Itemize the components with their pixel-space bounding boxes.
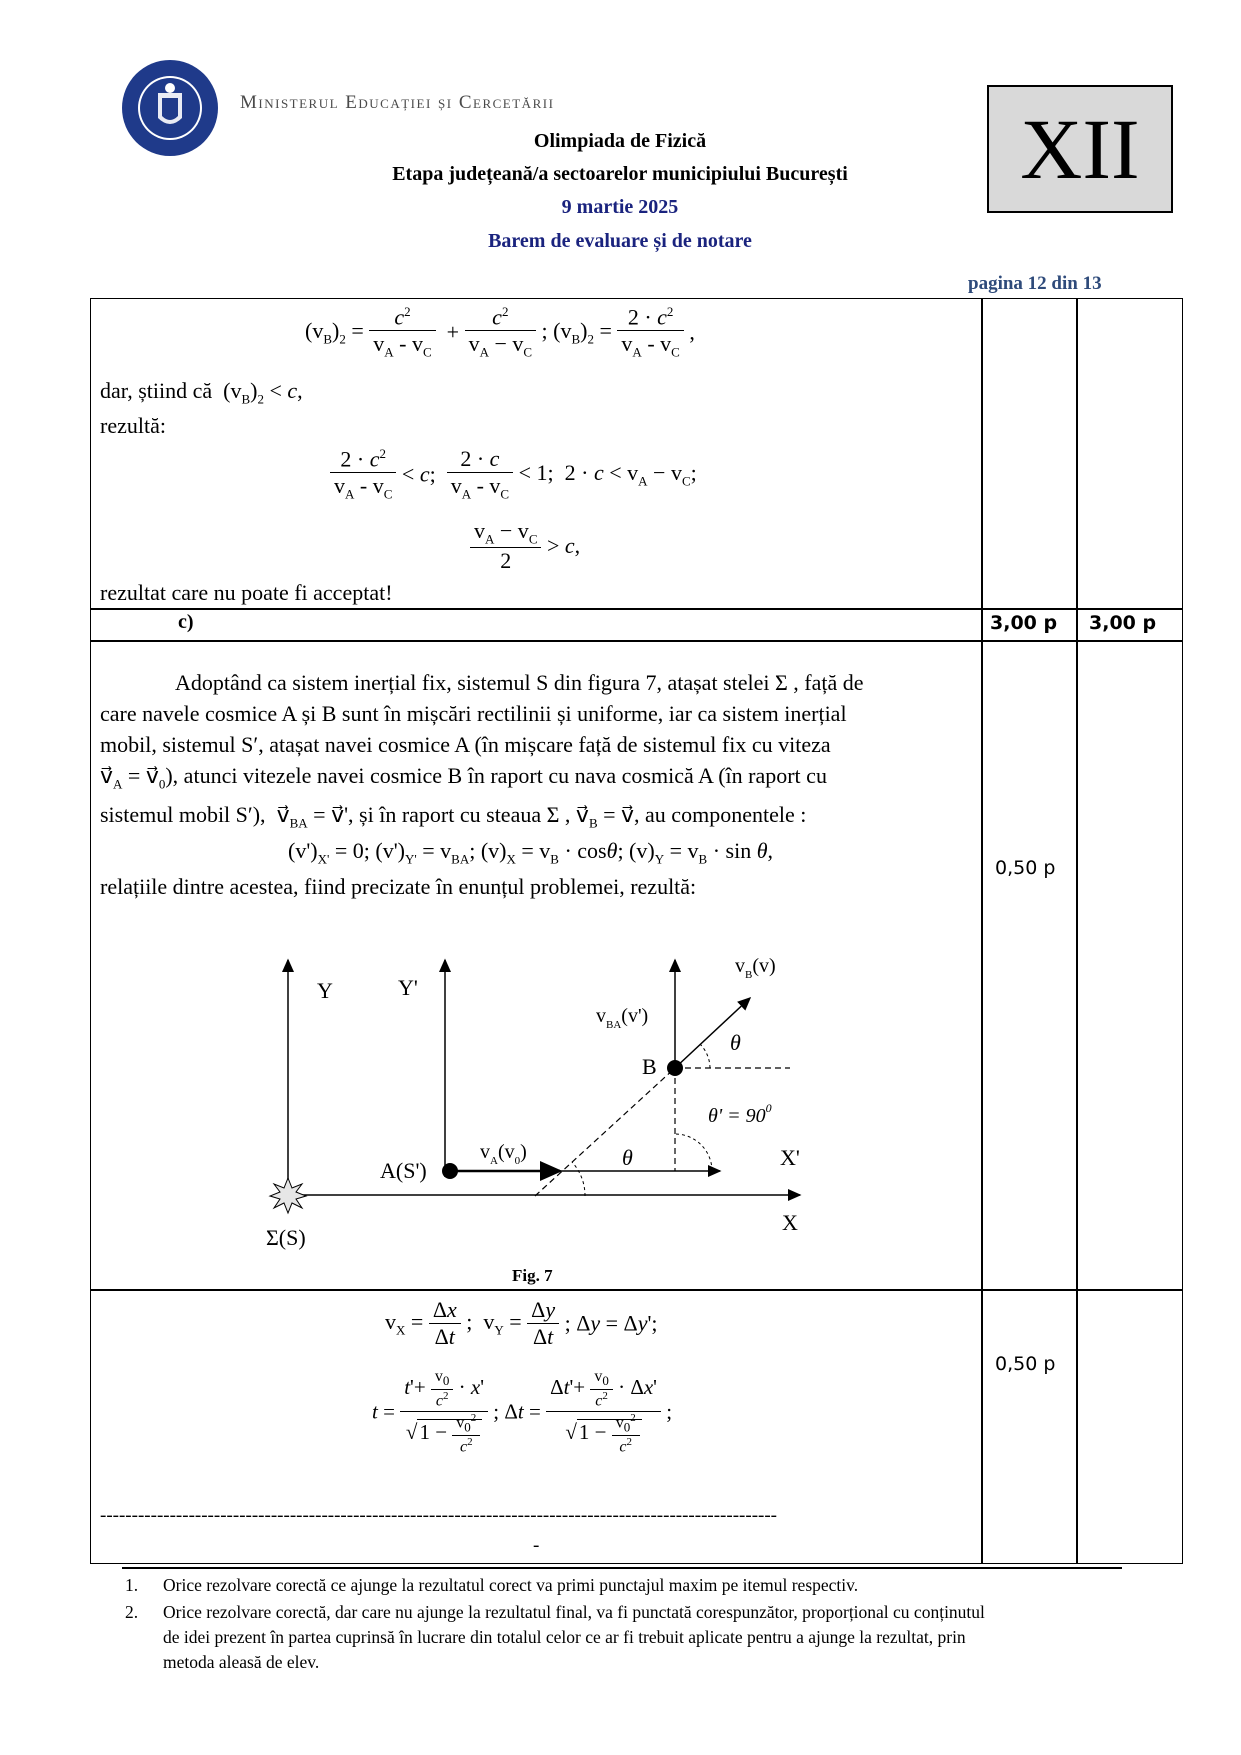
equation-vb2: $(v_B)_2$ = $\frac{c^2}{v_A - v_C}$ + $\frac{c^2}{v_A - v_C}$ ; $(v_B)_2$ = $\frac{2 \cdot c^2}{v_A - v_C}$ , (305, 304, 695, 360)
footer-note-2: 2. Orice rezolvare corectă, dar care nu ajunge la rezultatul final, va fi punctată corespunzător, proporțional cu conținutul (125, 1602, 985, 1622)
page-number: pagina 12 din 13 (968, 273, 1102, 294)
angle-theta-arc-X (572, 1162, 585, 1196)
grade-box: XII (987, 85, 1173, 213)
angle-theta-arc-B (700, 1044, 710, 1068)
label-X: X (782, 1210, 798, 1235)
label-theta-X: θ (622, 1145, 633, 1170)
section-c-total: 3,00 p (1089, 612, 1157, 634)
label-X-prime: X' (780, 1145, 800, 1170)
angle-theta-prime-arc (675, 1134, 712, 1171)
label-Y: Y (317, 978, 333, 1003)
equation-components: $(v')_{X'} = 0$; $(v')_{Y'} = v_{BA}$; $(v)_X = v_B \cdot \cos\theta$; $(v)_Y = v_B \cdot \sin \theta$, (288, 838, 773, 867)
label-vBA: $v_{BA}(v')$ (596, 1005, 649, 1031)
points-cell-2 (981, 640, 1078, 1291)
para-line-3: mobil, sistemul S′, atașat navei cosmice A (în mișcare față de sistemul fix cu viteza (100, 732, 831, 757)
para-line-1: Adoptând ca sistem inerțial fix, sistemul S din figura 7, atașat stelei Σ , față de (175, 670, 864, 695)
section-c-points: 3,00 p (990, 612, 1058, 634)
label-vA: $v_A(v_0)$ (480, 1141, 527, 1167)
label-vB: $v_B(v)$ (735, 955, 776, 981)
label-A: A(S') (380, 1158, 427, 1183)
text-rezulta: rezultă: (100, 413, 166, 438)
total-cell-2 (1076, 640, 1183, 1291)
stage-title: Etapa județeană/a sectoarelor municipiului București (392, 163, 848, 185)
label-sigma: Σ(S) (266, 1225, 306, 1250)
figure-caption: Fig. 7 (512, 1266, 553, 1285)
total-cell-3 (1076, 1289, 1183, 1564)
footer-note-1: 1. Orice rezolvare corectă ce ajunge la rezultatul corect va primi punctajul maxim pe itemul respectiv. (125, 1575, 859, 1595)
dashed-separator: ----------------------------------------------------------------------------------------------------------- (100, 1505, 778, 1526)
footer-note-2-line-2: de idei prezent în partea cuprinsă în lucrare din totalul celor ce ar fi trebuit aplicate pentru a ajunge la rezultat, prin (163, 1627, 966, 1647)
label-theta-B: θ (730, 1030, 741, 1055)
barem-subtitle: Barem de evaluare și de notare (488, 230, 752, 252)
equation-velocities: $v_X$ = $\frac{\Delta x}{\Delta t}$ ; $v_Y$ = $\frac{\Delta y}{\Delta t}$ ; Δy = Δy'; (385, 1297, 658, 1349)
para-line-5: sistemul mobil S′), $v⃗_{BA}$ = v⃗', și în raport cu steaua Σ , $v⃗_B$ = v⃗, au componentele : (100, 802, 807, 831)
para-line-7: relațiile dintre acestea, fiind precizate în enunțul problemei, rezultă: (100, 874, 697, 899)
para-line-4: $v⃗_A$ = $v⃗_0$), atunci vitezele navei cosmice B în raport cu nava cosmică A (în raport cu (100, 763, 827, 792)
point-B (667, 1060, 683, 1076)
label-Y-prime: Y' (398, 975, 418, 1000)
olympiad-title: Olimpiada de Fizică (533, 130, 707, 152)
star-sigma-icon (270, 1178, 306, 1213)
government-logo (120, 58, 220, 158)
points-cell-3 (981, 1289, 1078, 1564)
section2-points: 0,50 p (995, 857, 1056, 879)
point-A (442, 1163, 458, 1179)
equation-inequality: $\frac{2 \cdot c^2}{v_A - v_C}$ < c; $\frac{2 \cdot c}{v_A - v_C}$ < 1; $2 \cdot c < v_A - v_C$; (330, 446, 697, 503)
label-theta-prime: $\theta' = 90^0$ (708, 1101, 772, 1127)
dashed-line-of-motion (535, 1068, 675, 1196)
date: 9 martie 2025 (561, 196, 679, 218)
dashed-separator-end: - (533, 1535, 540, 1556)
text-conclusion: rezultat care nu poate fi acceptat! (100, 580, 393, 605)
equation-lorentz-time: t = t'+ $\frac{v_0}{c^2}$ · x' √1 − $\frac{v_0^2}{c^2}$ ; Δt = Δt'+ $\frac{v_0}{c^2}$ · Δx' √1 − $\frac{v_0^2}{c^2}$ ; (372, 1368, 673, 1456)
text-dar: dar, știind că $(v_B)_2 < c$, (100, 378, 303, 407)
section3-points: 0,50 p (995, 1353, 1056, 1375)
total-cell-1 (1076, 298, 1183, 610)
points-cell-1 (981, 298, 1078, 610)
footer-rule (122, 1567, 1122, 1569)
para-line-2: care navele cosmice A și B sunt în mișcări rectilinii și uniforme, iar ca sistem inerțial (100, 701, 847, 726)
label-B: B (642, 1054, 657, 1079)
footer-note-2-line-3: metoda aleasă de elev. (163, 1652, 320, 1672)
section-c-label: c) (178, 611, 194, 633)
equation-result: $\frac{v_A - v_C}{2}$ > c, (470, 518, 580, 574)
section-c-label-cell (90, 608, 983, 642)
figure-7 (250, 940, 830, 1270)
ministry-name: Ministerul Educației și Cercetării (240, 92, 555, 113)
